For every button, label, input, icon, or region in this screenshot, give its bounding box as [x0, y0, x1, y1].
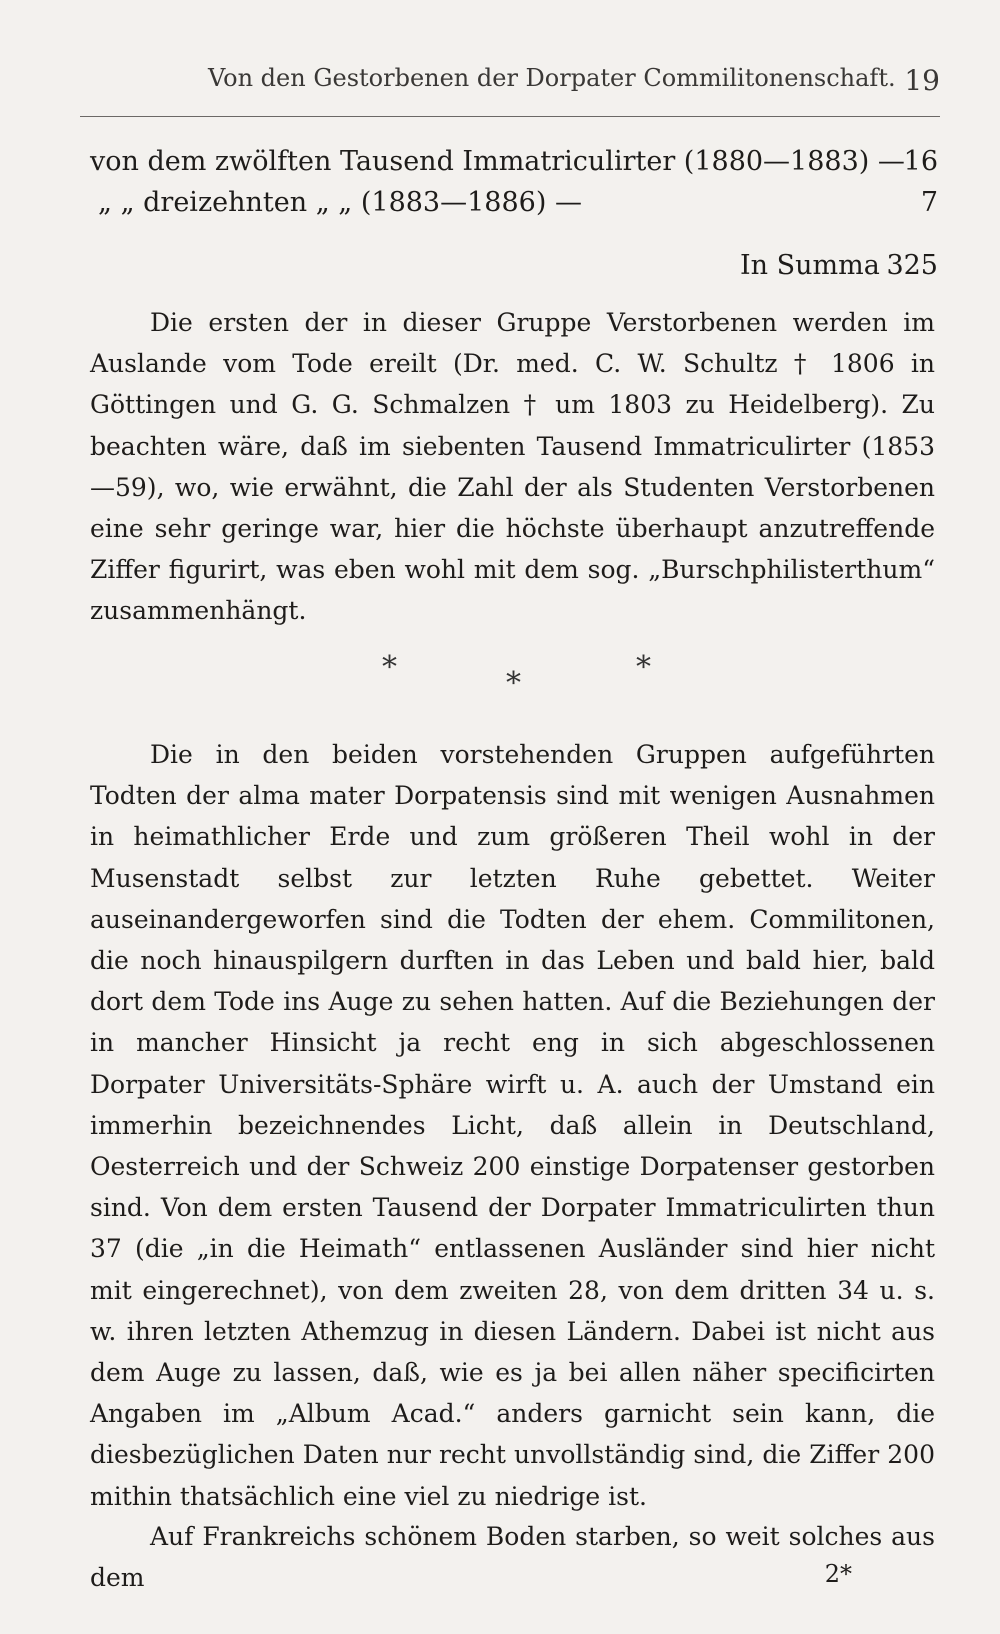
paragraph-3: Auf Frankreichs schönem Boden starben, so weit solches aus dem	[90, 1522, 935, 1593]
tally-total-value: 325	[886, 250, 938, 281]
tally-label: von dem zwölften Tausend Immatriculirter (1880—1883) —	[90, 146, 905, 177]
paragraph-1: Die ersten der in dieser Gruppe Verstorbenen werden im Auslande vom Tode ereilt (Dr. med. C. W. Schultz † 1806 in Göttingen und G. G. Schmalzen † um 1803 zu Heidelberg). Zu beachten wäre, daß im siebenten Tausend Immatriculirter (1853—59), wo, wie erwähnt, die Zahl der als Studenten Verstorbenen eine sehr geringe war, hier die höchste überhaupt anzutreffende Ziffer figurirt, was eben wohl mit dem sog. „Burschphilisterthum“ zusammenhängt.	[90, 308, 935, 626]
tally-value: 16	[903, 146, 938, 177]
page-number: 19	[904, 64, 940, 97]
paragraph-2: Die in den beiden vorstehenden Gruppen aufgeführten Todten der alma mater Dorpatensis sind mit wenigen Ausnahmen in heimathlicher Erde und zum größeren Theil wohl in der Musenstadt selbst zur letzten Ruhe gebettet. Weiter auseinandergeworfen sind die Todten der ehem. Commilitonen, die noch hinauspilgern durften in das Leben und bald hier, bald dort dem Tode ins Auge zu sehen hatten. Auf die Beziehungen der in mancher Hinsicht ja recht eng in sich abgeschlossenen Dorpater Universitäts-Sphäre wirft u. A. auch der Umstand ein immerhin bezeichnendes Licht, daß allein in Deutschland, Oesterreich und der Schweiz 200 einstige Dorpatenser gestorben sind. Von dem ersten Tausend der Dorpater Immatriculirten thun 37 (die „in die Heimath“ entlassenen Ausländer sind hier nicht mit eingerechnet), von dem zweiten 28, von dem dritten 34 u. s. w. ihren letzten Athemzug in diesen Ländern. Dabei ist nicht aus dem Auge zu lassen, daß, wie es ja bei allen näher specificirten Angaben im „Album Acad.“ anders garnicht sein kann, die diesbezüglichen Daten nur recht unvollständig sind, die Ziffer 200 mithin thatsächlich eine viel zu niedrige ist.	[90, 740, 935, 1511]
tally-label: „ „ dreizehnten „ „ (1883—1886) —	[98, 187, 582, 218]
section-separator-star: *	[506, 666, 521, 701]
signature-mark: 2*	[824, 1560, 852, 1588]
section-separator-star: *	[382, 650, 397, 685]
tally-total-label: In Summa	[740, 250, 880, 281]
running-title: Von den Gestorbenen der Dorpater Commilitonenschaft.	[208, 64, 896, 92]
header-rule	[80, 116, 940, 117]
section-separator-star: *	[636, 650, 651, 685]
tally-value: 7	[920, 187, 938, 218]
